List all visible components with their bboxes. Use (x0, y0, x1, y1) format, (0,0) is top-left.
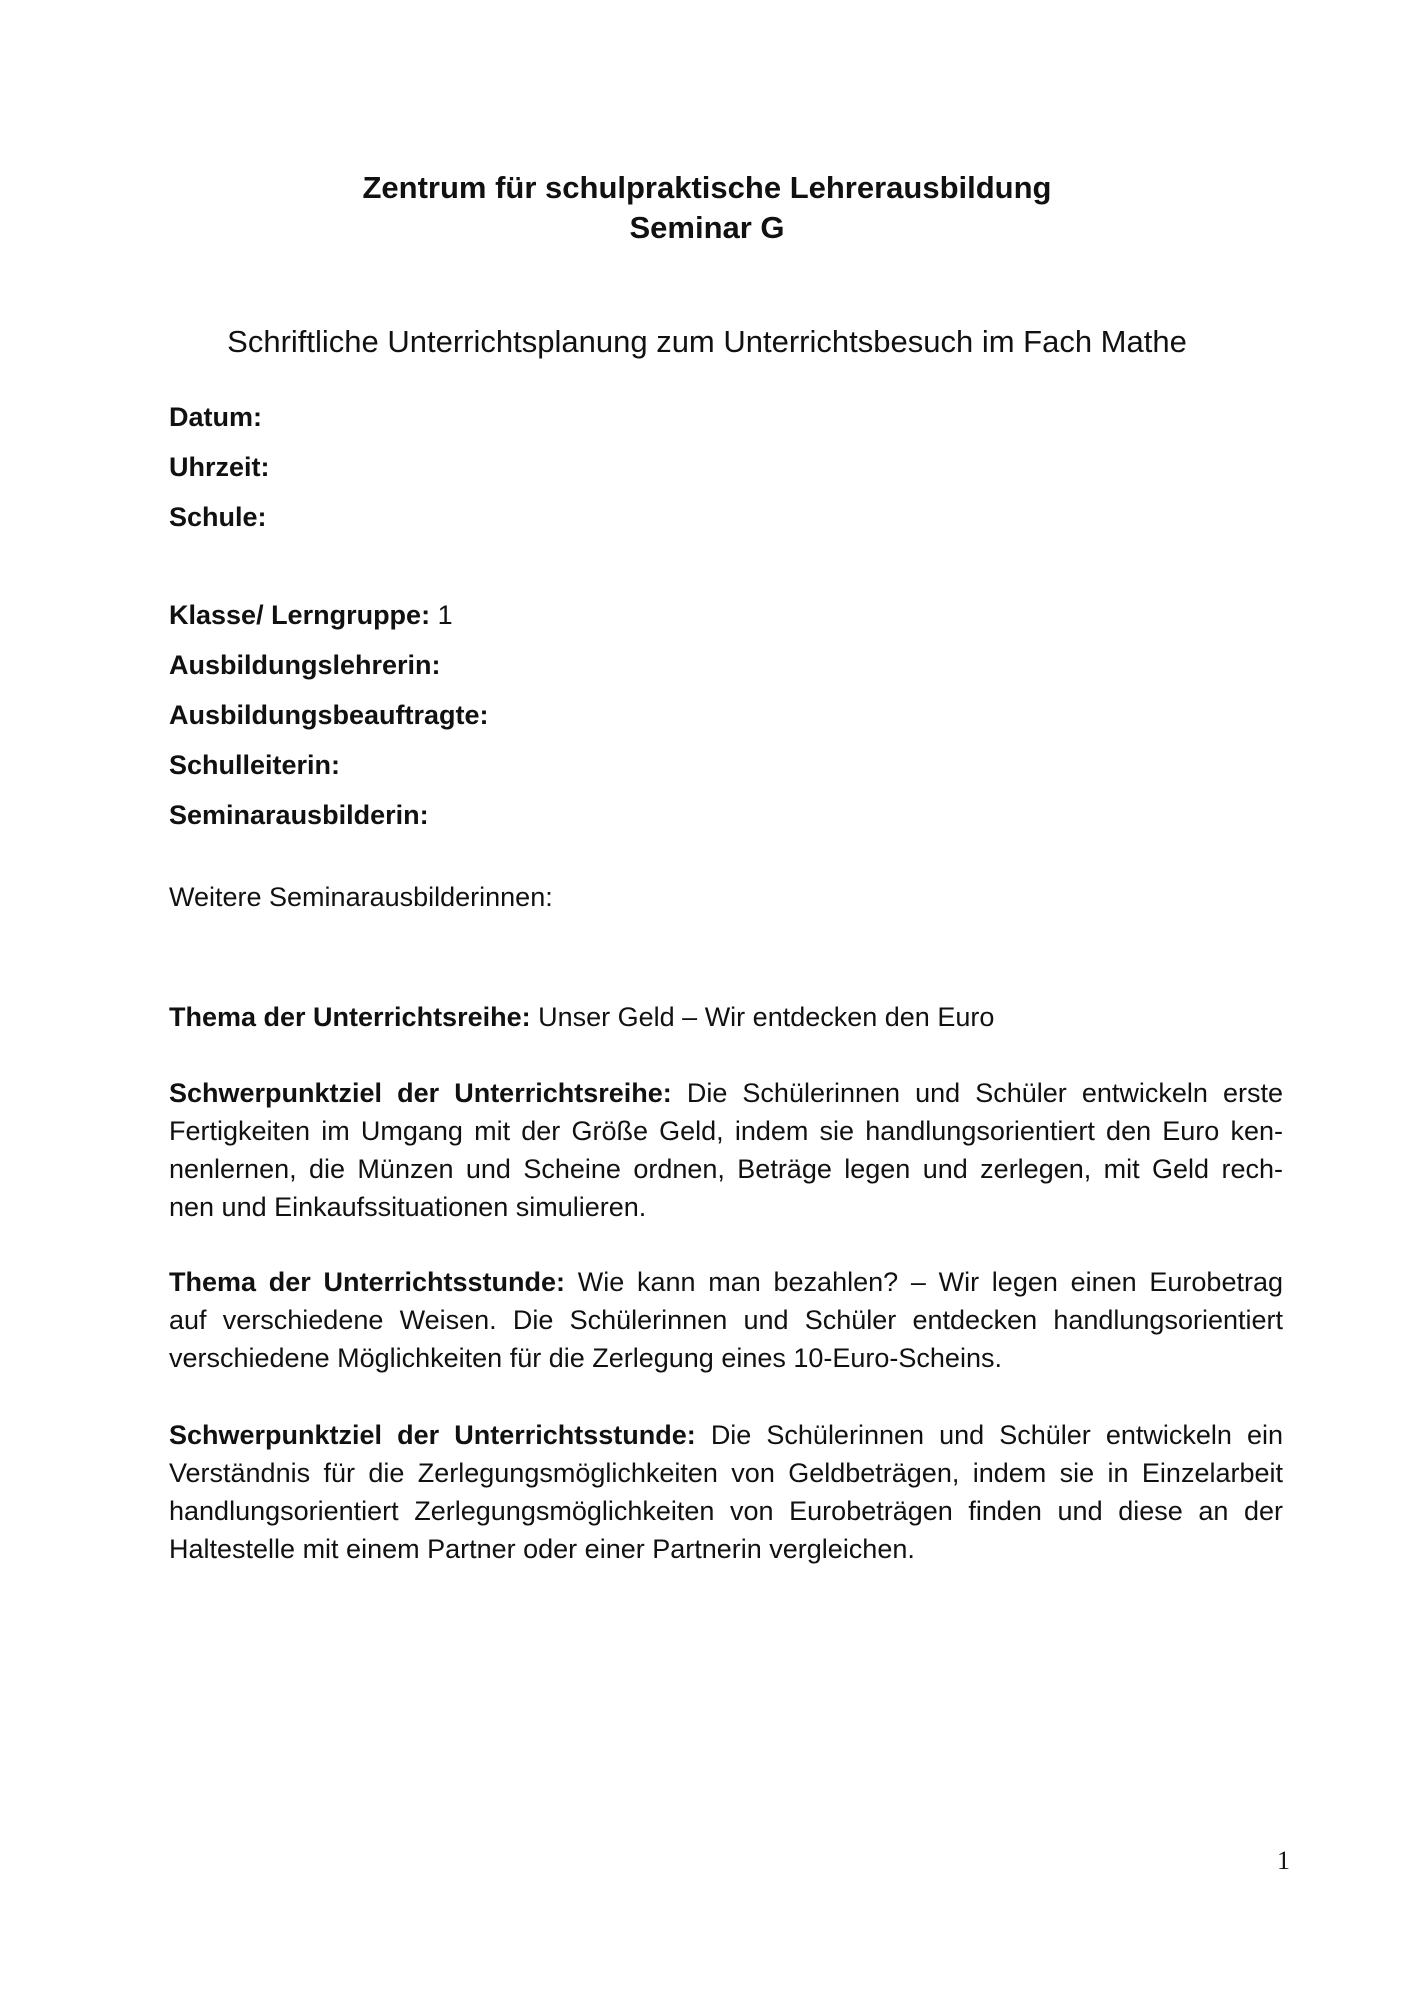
page-number: 1 (1277, 1846, 1290, 1875)
ziel-stunde-line: Verständnis für die Zerlegungsmöglichkeiten von Geldbeträgen, indem sie in Einzelarbeit (169, 1458, 1283, 1488)
field-uhrzeit (169, 450, 270, 484)
ziel-reihe-line: nen und Einkaufssituationen simulieren. (169, 1192, 647, 1222)
ziel-stunde-line: handlungsorientiert Zerlegungsmöglichkeiten von Eurobeträgen finden und diese an der (169, 1496, 1283, 1526)
paragraph-line (169, 1074, 1283, 1112)
field-seminarausbilderin (169, 798, 429, 832)
thema-stunde-line: auf verschiedene Weisen. Die Schülerinnen und Schüler entdecken handlungsorientiert (169, 1305, 1283, 1335)
ziel-stunde-label: Schwerpunktziel der Unterrichtsstunde: (169, 1420, 696, 1450)
schwerpunktziel-unterrichtsreihe (169, 1074, 1283, 1226)
field-value: 1 (437, 600, 453, 630)
field-label: Uhrzeit: (169, 452, 270, 482)
paragraph-line (169, 1263, 1283, 1301)
weitere-seminarausbilderinnen: Weitere Seminarausbilderinnen: (169, 882, 553, 912)
field-label: Schule: (169, 502, 267, 532)
field-schulleiterin (169, 748, 340, 782)
ziel-reihe-line: Die Schülerinnen und Schüler entwickeln erste (686, 1078, 1283, 1108)
field-label: Ausbildungslehrerin: (169, 650, 441, 680)
field-label: Ausbildungsbeauftragte: (169, 700, 489, 730)
schwerpunktziel-unterrichtsstunde (169, 1416, 1283, 1568)
field-label: Seminarausbilderin: (169, 800, 429, 830)
paragraph-line (169, 1416, 1283, 1454)
document-subtitle: Schriftliche Unterrichtsplanung zum Unterrichtsbesuch im Fach Mathe (227, 324, 1187, 359)
field-label: Klasse/ Lerngruppe: (169, 600, 431, 630)
ziel-stunde-line: Die Schülerinnen und Schüler entwickeln ein (710, 1420, 1283, 1450)
field-label: Schulleiterin: (169, 750, 341, 780)
institution-title: Zentrum für schulpraktische Lehrerausbildung (362, 170, 1052, 205)
ziel-reihe-label: Schwerpunktziel der Unterrichtsreihe: (169, 1078, 672, 1108)
field-schule (169, 500, 267, 534)
ziel-stunde-line: Haltestelle mit einem Partner oder einer Partnerin vergleichen. (169, 1534, 915, 1564)
field-label: Datum: (169, 402, 262, 432)
field-klasse (169, 598, 453, 632)
thema-unterrichtsreihe (169, 998, 1283, 1036)
thema-stunde-line: verschiedene Möglichkeiten für die Zerlegung eines 10-Euro-Scheins. (169, 1343, 1002, 1373)
field-ausbildungsbeauftragte (169, 698, 489, 732)
seminar-title: Seminar G (629, 210, 785, 245)
document-header (0, 168, 1414, 248)
thema-reihe-text: Unser Geld – Wir entdecken den Euro (538, 1002, 995, 1032)
thema-reihe-label: Thema der Unterrichtsreihe: (169, 1002, 531, 1032)
ziel-reihe-line: Fertigkeiten im Umgang mit der Größe Geld, indem sie handlungsorientiert den Euro ken- (169, 1116, 1283, 1146)
field-ausbildungslehrerin (169, 648, 441, 682)
thema-stunde-label: Thema der Unterrichtsstunde: (169, 1267, 566, 1297)
thema-unterrichtsstunde (169, 1263, 1283, 1377)
ziel-reihe-line: nenlernen, die Münzen und Scheine ordnen, Beträge legen und zerlegen, mit Geld rech- (169, 1154, 1283, 1184)
field-datum (169, 400, 262, 434)
thema-stunde-line: Wie kann man bezahlen? – Wir legen einen Eurobetrag (577, 1267, 1283, 1297)
